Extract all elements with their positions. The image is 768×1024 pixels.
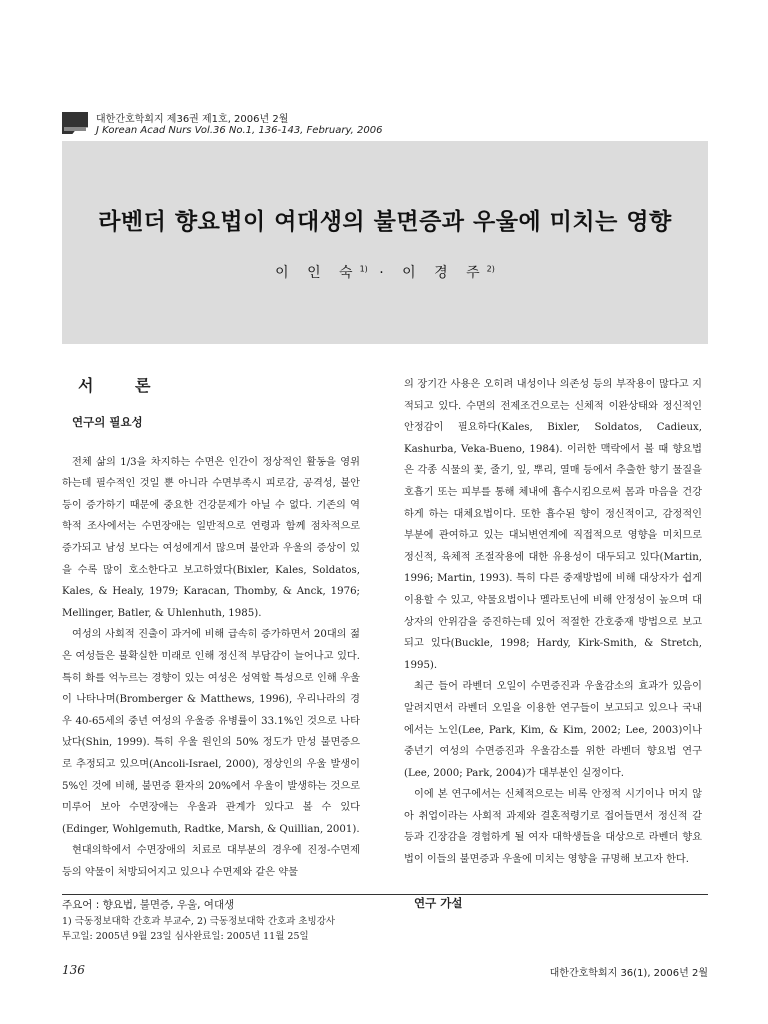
left-column bbox=[62, 374, 360, 883]
author-separator: · bbox=[367, 265, 403, 281]
author-line bbox=[62, 262, 708, 282]
paragraph: 최근 들어 라벤더 오일이 수면증진과 우울감소의 효과가 있음이 알려지면서 라벤더 오일을 이용한 연구들이 보고되고 있으나 국내에서는 노인(Lee, Park, Kim, & Kim, 2002; Lee, 2003)이나 중년기 여성의 수면증진과 우울감소를 위한 라벤더 향요법 연구(Lee, 2000; Park, 2004)가 대부분인 실정이다. bbox=[404, 681, 702, 779]
subsection-heading-hypothesis: 연구 가설 bbox=[414, 895, 463, 910]
title-box bbox=[62, 141, 708, 344]
author-1-affiliation: 1) bbox=[359, 264, 368, 274]
author-2-affiliation: 2) bbox=[486, 264, 495, 274]
section-heading-introduction: 서 론 bbox=[78, 376, 169, 395]
author-2: 이 경 주 bbox=[402, 265, 487, 281]
keywords: 주요어 : 향요법, 불면증, 우울, 여대생 bbox=[62, 899, 235, 911]
paragraph: 전체 삶의 1/3을 차지하는 수면은 인간이 정상적인 활동을 영위하는데 필수적인 것일 뿐 아니라 수면부족시 피로감, 공격성, 불안 등이 증가하기 때문에 중요한 건강문제가 아닐 수 없다. 기존의 역학적 조사에서는 수면장애는 일반적으로 연령과 함께 점차적으로 증가되고 남성 보다는 여성에게서 많으며 불안과 우울의 증상이 있을 수록 많이 호소한다고 보고하였다(Bixler, Kales, Soldatos, Kales, & Healy, 1979; Karacan, Thomby, & Anck, 1976; Mellinger, Batler, & Uhlenhuth, 1985). bbox=[62, 456, 360, 619]
paragraph: 현대의학에서 수면장애의 치료로 대부분의 경우에 진정-수면제 등의 약물이 처방되어지고 있으나 수면제와 같은 약물 bbox=[62, 845, 360, 878]
paragraph: 의 장기간 사용은 오히려 내성이나 의존성 등의 부작용이 많다고 지적되고 있다. 수면의 전제조건으로는 신체적 이완상태와 정신적인 안정감이 필요하다(Kales, Bixler, Soldatos, Cadieux, Kashurba, Veka-Bueno, 1984). 이러한 맥락에서 볼 때 향요법은 각종 식물의 꽃, 줄기, 잎, 뿌리, 열매 등에서 추출한 향기 물질을 호흡기 또는 피부를 통해 체내에 흡수시킴으로써 몸과 마음을 건강하게 하는 대체요법이다. 또한 흡수된 향이 정신적이고, 감정적인 부분에 관여하고 있는 대뇌변연계에 직접적으로 영향을 미치므로 정신적, 육체적 조절작용에 대한 유용성이 대두되고 있다(Martin, 1996; Martin, 1993). 특히 다른 중재방법에 비해 대상자가 쉽게 이용할 수 있고, 약물요법이나 멜라토닌에 비해 안정성이 높으며 대상자의 안위감을 증진하는데 있어 적절한 간호중재 방법으로 보고되고 있다(Buckle, 1998; Hardy, Kirk-Smith, & Stretch, 1995). bbox=[404, 379, 702, 671]
right-column bbox=[404, 374, 702, 914]
paragraph: 이에 본 연구에서는 신체적으로는 비록 안정적 시기이나 머지 않아 취업이라는 사회적 과제와 결혼적령기로 접어들면서 정신적 갈등과 긴장감을 경험하게 될 여자 대학생들을 대상으로 라벤더 향요법이 이들의 불면증과 우울에 미치는 영향을 규명해 보고자 한다. bbox=[404, 789, 702, 866]
article-title: 라벤더 향요법이 여대생의 불면증과 우울에 미치는 영향 bbox=[98, 209, 672, 235]
journal-header-korean: 대한간호학회지 제36권 제1호, 2006년 2월 bbox=[96, 114, 289, 125]
footnote-divider bbox=[62, 894, 708, 895]
author-affiliations: 1) 극동정보대학 간호과 부교수, 2) 극동정보대학 간호과 초빙강사 bbox=[62, 916, 336, 927]
page-number: 136 bbox=[62, 963, 85, 977]
subsection-heading-necessity: 연구의 필요성 bbox=[72, 415, 143, 429]
journal-logo-underline bbox=[64, 127, 86, 131]
paragraph: 여성의 사회적 진출이 과거에 비해 급속히 증가하면서 20대의 젊은 여성들은 불확실한 미래로 인해 정신적 부담감이 늘어나고 있다. 특히 화를 억누르는 경향이 있는 여성은 성역할 특성으로 인해 우울이 나타나며(Bromberger & Matthews, 1996), 우리나라의 경우 40-65세의 중년 여성의 우울증 유병률이 33.1%인 것으로 나타났다(Shin, 1999). 특히 우울 원인의 50% 정도가 만성 불면증으로 추정되고 있으며(Ancoli-Israel, 2000), 정상인의 우울 발생이 5%인 것에 비해, 불면증 환자의 20%에서 우울이 발생하는 것으로 미루어 보아 수면장애는 우울과 관계가 있다고 볼 수 있다(Edinger, Wohlgemuth, Radtke, Marsh, & Quillian, 2001). bbox=[62, 629, 360, 835]
author-1: 이 인 숙 bbox=[275, 265, 360, 281]
journal-header-english: J Korean Acad Nurs Vol.36 No.1, 136-143, February, 2006 bbox=[96, 125, 383, 136]
footer-journal-reference: 대한간호학회지 36(1), 2006년 2월 bbox=[549, 968, 708, 979]
submission-dates: 투고일: 2005년 9월 23일 심사완료일: 2005년 11월 25일 bbox=[62, 931, 309, 942]
